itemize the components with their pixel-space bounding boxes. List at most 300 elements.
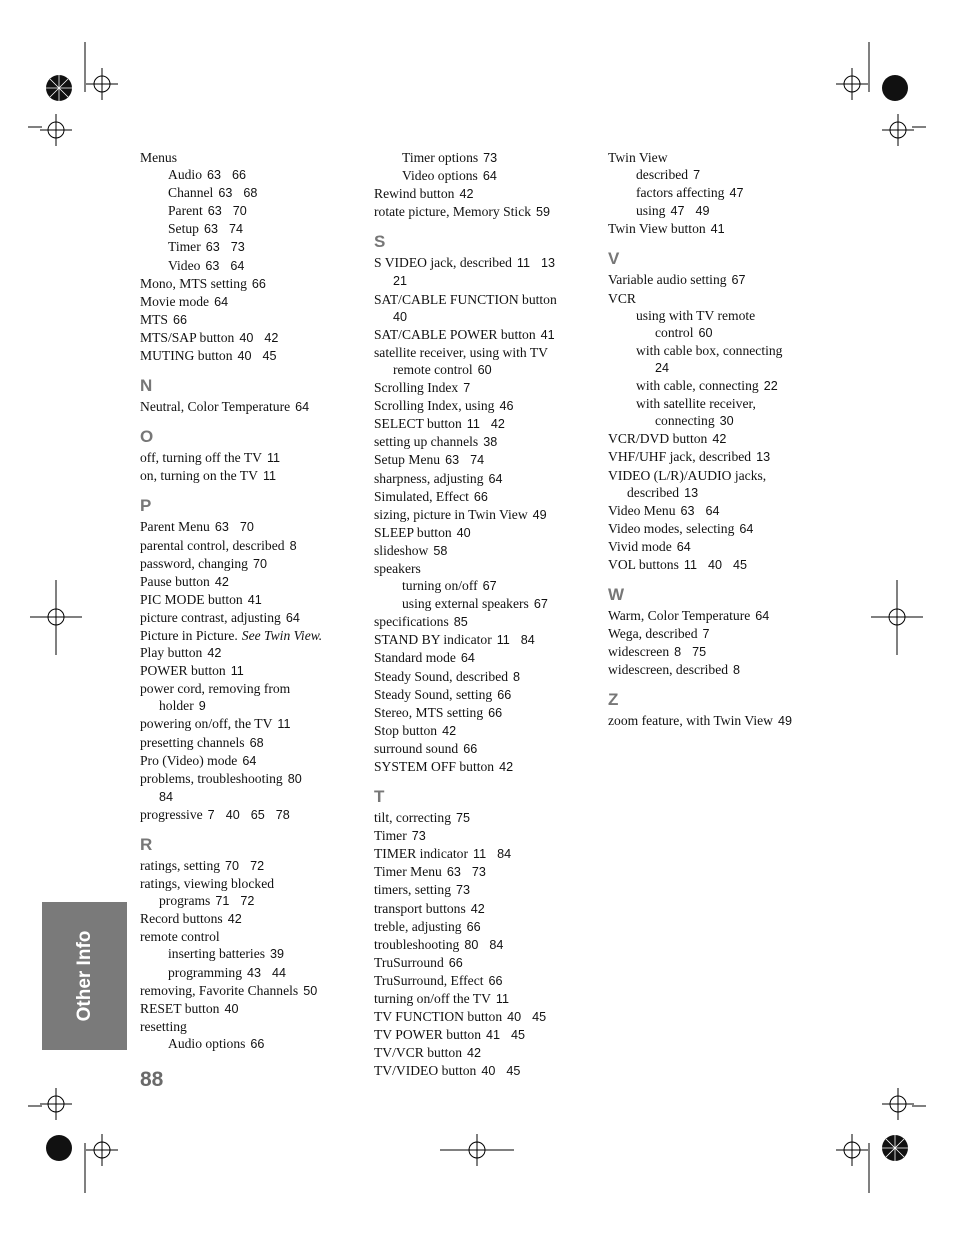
page-ref[interactable]: 38 xyxy=(483,435,498,450)
entry-term: Record buttons xyxy=(140,911,223,927)
page-refs xyxy=(462,417,505,431)
page-ref[interactable]: 47 xyxy=(729,186,744,201)
page-refs xyxy=(194,699,206,713)
section-letter: T xyxy=(374,787,385,807)
page-ref[interactable]: 42 xyxy=(227,912,242,927)
page-ref[interactable]: 40 xyxy=(507,1010,522,1025)
entry-term: removing, Favorite Channels xyxy=(140,982,299,998)
entry-term: Timer options xyxy=(402,150,479,165)
page-ref[interactable]: 45 xyxy=(532,1010,547,1025)
page-refs xyxy=(728,663,740,677)
entry-term: connecting xyxy=(655,413,715,429)
page-ref[interactable]: 73 xyxy=(483,151,498,165)
entry-term: satellite receiver, using with TV xyxy=(374,344,548,360)
page-refs xyxy=(272,717,290,731)
page-refs xyxy=(750,609,769,623)
page-refs xyxy=(243,593,262,607)
index-entry xyxy=(140,734,365,752)
entry-term: TruSurround xyxy=(374,954,444,970)
page-ref[interactable]: 66 xyxy=(497,687,512,702)
entry-term: Parent Menu xyxy=(140,519,210,535)
page-refs xyxy=(707,432,726,446)
entry-term: SLEEP button xyxy=(374,524,452,540)
entry-term: SAT/CABLE POWER button xyxy=(374,326,536,342)
index-entry xyxy=(374,613,599,631)
page-ref[interactable]: 64 xyxy=(755,609,770,624)
page-ref[interactable]: 47 xyxy=(670,204,685,219)
page-ref[interactable]: 63 xyxy=(205,240,220,255)
page-ref[interactable]: 42 xyxy=(467,1046,482,1061)
page-refs xyxy=(665,204,709,218)
page-ref[interactable]: 45 xyxy=(262,349,277,364)
page-ref[interactable]: 13 xyxy=(684,485,699,500)
entry-term: widescreen xyxy=(608,644,670,660)
page-ref[interactable]: 13 xyxy=(541,256,556,271)
index-entry xyxy=(140,573,365,591)
entry-term: RESET button xyxy=(140,1000,220,1016)
page-ref[interactable]: 40 xyxy=(393,309,408,324)
page-ref[interactable]: 40 xyxy=(225,807,240,822)
page-ref[interactable]: 40 xyxy=(456,525,471,540)
page-refs xyxy=(492,688,511,702)
page-ref[interactable]: 11 xyxy=(683,557,697,572)
entry-term: S VIDEO jack, described xyxy=(374,255,512,271)
page-ref[interactable]: 8 xyxy=(513,669,521,684)
entry-term: speakers xyxy=(374,560,421,576)
index-entry xyxy=(140,697,365,715)
index-entry xyxy=(140,680,365,697)
index-entry xyxy=(374,631,599,649)
index-entry xyxy=(374,740,599,758)
page-ref[interactable]: 64 xyxy=(285,610,300,625)
page-refs xyxy=(672,540,691,554)
page-ref[interactable]: 40 xyxy=(224,1001,239,1016)
index-entry xyxy=(374,397,599,415)
entry-term: Menus xyxy=(140,150,178,165)
page-ref[interactable]: 64 xyxy=(295,400,310,415)
index-entry xyxy=(608,290,833,307)
index-entry xyxy=(140,627,365,644)
page-ref[interactable]: 7 xyxy=(463,381,471,396)
page-ref[interactable]: 11 xyxy=(473,847,487,862)
page-refs xyxy=(478,169,497,183)
page-ref[interactable]: 60 xyxy=(477,362,492,377)
page-ref[interactable]: 64 xyxy=(230,258,245,273)
page-ref[interactable]: 73 xyxy=(411,829,426,844)
page-ref[interactable]: 63 xyxy=(207,204,222,219)
page-ref[interactable]: 70 xyxy=(225,859,240,873)
entry-term: described xyxy=(636,167,689,183)
page-ref[interactable]: 67 xyxy=(731,273,746,288)
entry-term: setting up channels xyxy=(374,434,479,450)
page-refs xyxy=(281,611,300,625)
page-refs xyxy=(209,295,228,309)
entry-term: sharpness, adjusting xyxy=(374,470,484,486)
page-refs xyxy=(478,151,497,165)
page-refs xyxy=(199,222,243,236)
page-refs xyxy=(451,883,470,897)
page-ref[interactable]: 41 xyxy=(486,1028,501,1043)
page-ref[interactable]: 65 xyxy=(250,807,265,822)
page-ref[interactable]: 80 xyxy=(464,937,479,952)
page-refs xyxy=(528,508,547,522)
entry-term: picture contrast, adjusting xyxy=(140,609,281,625)
page-ref[interactable]: 63 xyxy=(218,186,233,201)
page-refs xyxy=(478,435,497,449)
page-ref[interactable]: 42 xyxy=(490,417,505,432)
entry-term: Audio options xyxy=(168,1035,246,1051)
index-entry xyxy=(140,715,365,733)
page-ref[interactable]: 84 xyxy=(520,633,535,648)
page-ref[interactable]: 75 xyxy=(692,645,707,660)
page-ref[interactable]: 40 xyxy=(481,1064,496,1079)
page-ref[interactable]: 63 xyxy=(214,520,229,535)
page-ref[interactable]: 63 xyxy=(446,865,461,880)
index-entry xyxy=(374,990,599,1008)
page-refs xyxy=(237,754,256,768)
entry-term: with satellite receiver, xyxy=(636,396,756,412)
index-entry xyxy=(608,607,833,625)
index-entry xyxy=(374,758,599,776)
page-ref[interactable]: 11 xyxy=(516,256,530,271)
page-refs xyxy=(219,1002,238,1016)
page-ref[interactable]: 7 xyxy=(207,807,215,822)
page-ref[interactable]: 80 xyxy=(287,771,302,786)
page-ref[interactable]: 9 xyxy=(198,699,206,714)
entry-term: factors affecting xyxy=(636,185,725,201)
page-refs xyxy=(698,627,710,641)
page-ref[interactable]: 59 xyxy=(536,205,551,220)
page-refs xyxy=(234,331,278,345)
index-entry xyxy=(140,788,365,806)
page-refs xyxy=(442,865,486,879)
page-ref[interactable]: 45 xyxy=(506,1064,521,1079)
page-ref[interactable]: 66 xyxy=(251,276,266,291)
page-ref[interactable]: 42 xyxy=(207,646,222,661)
entry-term: timers, setting xyxy=(374,882,452,898)
page-ref[interactable]: 11 xyxy=(495,992,509,1007)
page-ref[interactable]: 66 xyxy=(488,973,503,988)
page-ref[interactable]: 66 xyxy=(232,168,247,183)
entry-term: Picture in Picture. xyxy=(140,627,238,643)
page-ref[interactable]: 63 xyxy=(206,168,221,183)
page-refs xyxy=(449,615,468,629)
index-entry xyxy=(374,415,599,433)
index-entry xyxy=(374,900,599,918)
page-ref[interactable]: 45 xyxy=(732,557,747,572)
page-refs xyxy=(536,328,555,342)
page-ref[interactable]: 64 xyxy=(488,471,503,486)
page-refs xyxy=(706,222,725,236)
page-ref[interactable]: 41 xyxy=(710,222,725,237)
page-ref[interactable]: 73 xyxy=(471,865,486,880)
page-ref[interactable]: 74 xyxy=(470,453,485,468)
page-ref[interactable]: 43 xyxy=(247,965,262,980)
index-entry xyxy=(608,202,833,220)
page-ref[interactable]: 11 xyxy=(277,717,291,732)
entry-term: VHF/UHF jack, described xyxy=(608,449,752,465)
index-entry xyxy=(374,863,599,881)
page-ref[interactable]: 21 xyxy=(393,274,408,289)
page-refs xyxy=(168,313,187,327)
page-ref[interactable]: 72 xyxy=(250,859,265,873)
entry-term: Neutral, Color Temperature xyxy=(140,399,291,415)
page-ref[interactable]: 7 xyxy=(693,168,701,183)
entry-term: Variable audio setting xyxy=(608,272,727,288)
page-ref[interactable]: 66 xyxy=(448,955,463,970)
entry-term: VCR xyxy=(608,290,636,306)
entry-term: using external speakers xyxy=(402,596,529,612)
page-refs xyxy=(393,274,407,288)
entry-term: Channel xyxy=(168,185,214,201)
page-ref[interactable]: 84 xyxy=(159,789,174,804)
page-refs xyxy=(494,760,513,774)
entry-term: Setup xyxy=(168,221,199,237)
page-ref[interactable]: 11 xyxy=(262,469,277,484)
page-ref[interactable]: 84 xyxy=(497,847,512,862)
page-ref[interactable]: 46 xyxy=(499,399,514,414)
index-entry xyxy=(374,1044,599,1062)
index-entry xyxy=(374,524,599,542)
entry-term: Scrolling Index xyxy=(374,380,459,396)
page-ref[interactable]: 70 xyxy=(252,556,267,571)
page-ref[interactable]: 11 xyxy=(266,451,281,466)
entry-term: inserting batteries xyxy=(168,946,266,962)
page-ref[interactable]: 64 xyxy=(242,753,257,768)
entry-term: slideshow xyxy=(374,542,429,558)
page-ref[interactable]: 78 xyxy=(275,807,290,822)
entry-term: specifications xyxy=(374,614,449,630)
page-ref[interactable]: 41 xyxy=(247,592,262,607)
entry-term: STAND BY indicator xyxy=(374,632,492,648)
page-ref[interactable]: 64 xyxy=(705,503,720,518)
page-ref[interactable]: 41 xyxy=(540,327,555,342)
page-refs xyxy=(202,168,246,182)
page-refs xyxy=(773,714,792,728)
page-ref[interactable]: 63 xyxy=(205,258,220,273)
page-ref[interactable]: 64 xyxy=(739,521,754,536)
index-entry xyxy=(374,1008,599,1026)
page-refs xyxy=(200,259,244,273)
page-refs xyxy=(478,579,497,593)
index-entry xyxy=(374,595,599,613)
index-entry xyxy=(140,964,365,982)
entry-term: widescreen, described xyxy=(608,662,729,678)
entry-term: turning on/off xyxy=(402,578,478,594)
page-ref[interactable]: 71 xyxy=(215,894,230,909)
page-ref[interactable]: 40 xyxy=(707,557,722,572)
entry-term: Standard mode xyxy=(374,650,456,666)
index-entry xyxy=(140,347,365,365)
index-entry xyxy=(140,752,365,770)
page-ref[interactable]: 40 xyxy=(239,330,254,345)
index-column-3 xyxy=(608,149,833,731)
page-ref[interactable]: 42 xyxy=(442,723,457,738)
entry-term: tilt, correcting xyxy=(374,810,452,826)
page-ref[interactable]: 42 xyxy=(214,574,229,589)
index-entry xyxy=(140,220,365,238)
index-entry xyxy=(374,470,599,488)
page-ref[interactable]: 64 xyxy=(214,294,229,309)
page-ref[interactable]: 63 xyxy=(445,453,460,468)
page-ref[interactable]: 75 xyxy=(456,811,471,826)
index-entry xyxy=(374,379,599,397)
index-entry xyxy=(374,649,599,667)
index-entry xyxy=(374,488,599,506)
entry-term: resetting xyxy=(140,1018,187,1034)
page-ref[interactable]: 8 xyxy=(289,538,297,553)
page-ref[interactable]: 24 xyxy=(655,360,670,375)
page-ref[interactable]: 70 xyxy=(239,520,254,535)
page-ref[interactable]: 40 xyxy=(237,349,252,364)
entry-term: progressive xyxy=(140,806,203,822)
index-entry xyxy=(374,954,599,972)
page-refs xyxy=(459,938,503,952)
page-refs xyxy=(715,414,734,428)
page-ref[interactable]: 64 xyxy=(676,539,691,554)
page-ref[interactable]: 60 xyxy=(698,325,713,340)
page-ref[interactable]: 39 xyxy=(270,947,285,962)
index-entry xyxy=(140,928,365,945)
index-entry xyxy=(374,433,599,451)
page-ref[interactable]: 74 xyxy=(228,222,243,237)
page-ref[interactable]: 66 xyxy=(172,312,187,327)
page-ref[interactable]: 64 xyxy=(482,169,497,184)
index-entry xyxy=(374,1026,599,1044)
entry-term: with cable box, connecting xyxy=(636,342,783,358)
page-refs xyxy=(531,205,550,219)
entry-term: parental control, described xyxy=(140,537,285,553)
entry-term: with cable, connecting xyxy=(636,378,759,394)
page-ref[interactable]: 45 xyxy=(511,1028,526,1043)
page-ref[interactable]: 66 xyxy=(466,919,481,934)
entry-term: MUTING button xyxy=(140,348,233,364)
page-refs xyxy=(491,992,509,1006)
entry-term: treble, adjusting xyxy=(374,918,462,934)
page-ref[interactable]: 72 xyxy=(240,894,255,909)
page-ref[interactable]: 49 xyxy=(532,507,547,522)
page-ref[interactable]: 67 xyxy=(533,597,548,612)
page-refs xyxy=(202,646,221,660)
page-ref[interactable]: 42 xyxy=(470,901,485,916)
page-ref[interactable]: 11 xyxy=(496,633,510,648)
page-ref[interactable]: 13 xyxy=(756,450,771,465)
page-ref[interactable]: 85 xyxy=(453,615,468,630)
page-refs xyxy=(679,558,747,572)
index-entry xyxy=(140,982,365,1000)
page-refs xyxy=(462,920,481,934)
page-refs xyxy=(751,450,770,464)
index-entry xyxy=(140,293,365,311)
index-entry xyxy=(140,662,365,680)
page-refs xyxy=(458,742,477,756)
page-refs xyxy=(258,469,276,483)
index-entry xyxy=(608,502,833,520)
page-ref[interactable]: 63 xyxy=(203,222,218,237)
page-refs xyxy=(468,847,511,861)
page-ref[interactable]: 58 xyxy=(433,543,448,558)
page-ref[interactable]: 66 xyxy=(488,705,503,720)
page-refs xyxy=(481,1028,525,1042)
index-entry xyxy=(374,686,599,704)
index-entry xyxy=(608,712,833,730)
page-ref[interactable]: 66 xyxy=(473,489,488,504)
entry-term: Simulated, Effect xyxy=(374,488,469,504)
index-entry xyxy=(608,625,833,643)
page-ref[interactable]: 44 xyxy=(272,965,287,980)
page-refs xyxy=(210,894,254,908)
page-ref[interactable]: 30 xyxy=(719,414,734,429)
page-ref[interactable]: 66 xyxy=(463,741,478,756)
page-ref[interactable]: 63 xyxy=(680,503,695,518)
entry-term: Play button xyxy=(140,645,203,661)
page-ref[interactable]: 67 xyxy=(482,579,497,594)
index-entry xyxy=(374,254,599,272)
index-entry xyxy=(374,845,599,863)
entry-term: VOL buttons xyxy=(608,556,679,572)
index-entry xyxy=(608,342,833,359)
index-entry xyxy=(374,451,599,469)
index-entry xyxy=(140,770,365,788)
page-ref[interactable]: 42 xyxy=(499,760,514,774)
page-ref[interactable]: 70 xyxy=(232,204,247,219)
page-refs xyxy=(466,902,485,916)
page-ref[interactable]: 11 xyxy=(230,664,244,679)
entry-term: Pause button xyxy=(140,573,210,589)
page-ref[interactable]: 64 xyxy=(460,651,475,666)
page-ref[interactable]: 8 xyxy=(733,663,741,678)
page-ref[interactable]: 7 xyxy=(702,627,710,642)
page-ref[interactable]: 49 xyxy=(777,714,792,729)
section-letter: O xyxy=(140,427,154,447)
entry-term: Wega, described xyxy=(608,626,698,642)
page-refs xyxy=(529,597,548,611)
entry-term: password, changing xyxy=(140,555,248,571)
page-ref[interactable]: 50 xyxy=(303,983,318,998)
entry-term: remote control xyxy=(140,929,220,945)
page-ref[interactable]: 66 xyxy=(250,1036,265,1051)
page-ref[interactable]: 84 xyxy=(489,937,504,952)
index-entry xyxy=(374,272,599,290)
index-entry xyxy=(140,609,365,627)
entry-term: described xyxy=(627,484,680,500)
page-ref[interactable]: 42 xyxy=(264,330,279,345)
entry-term: rotate picture, Memory Stick xyxy=(374,204,532,220)
page-refs xyxy=(248,557,267,571)
page-refs xyxy=(262,451,280,465)
index-entry xyxy=(140,537,365,555)
page-ref[interactable]: 22 xyxy=(763,379,778,394)
page-ref[interactable]: 68 xyxy=(243,186,258,201)
page-ref[interactable]: 42 xyxy=(712,432,727,447)
section-letter: R xyxy=(140,835,153,854)
page-ref[interactable]: 8 xyxy=(674,645,682,660)
entry-term: using with TV remote xyxy=(636,307,756,323)
index-entry xyxy=(374,936,599,954)
index-entry xyxy=(374,506,599,524)
page-ref[interactable]: 73 xyxy=(456,883,471,898)
page-refs xyxy=(462,1046,481,1060)
entry-term: surround sound xyxy=(374,740,459,756)
page-refs xyxy=(213,186,257,200)
page-ref[interactable]: 73 xyxy=(230,240,245,255)
entry-term: Stereo, MTS setting xyxy=(374,704,484,720)
page-ref[interactable]: 11 xyxy=(466,417,480,432)
page-refs xyxy=(483,706,502,720)
page-ref[interactable]: 42 xyxy=(459,187,474,202)
page-ref[interactable]: 68 xyxy=(249,735,264,750)
page-ref[interactable]: 49 xyxy=(695,204,710,219)
